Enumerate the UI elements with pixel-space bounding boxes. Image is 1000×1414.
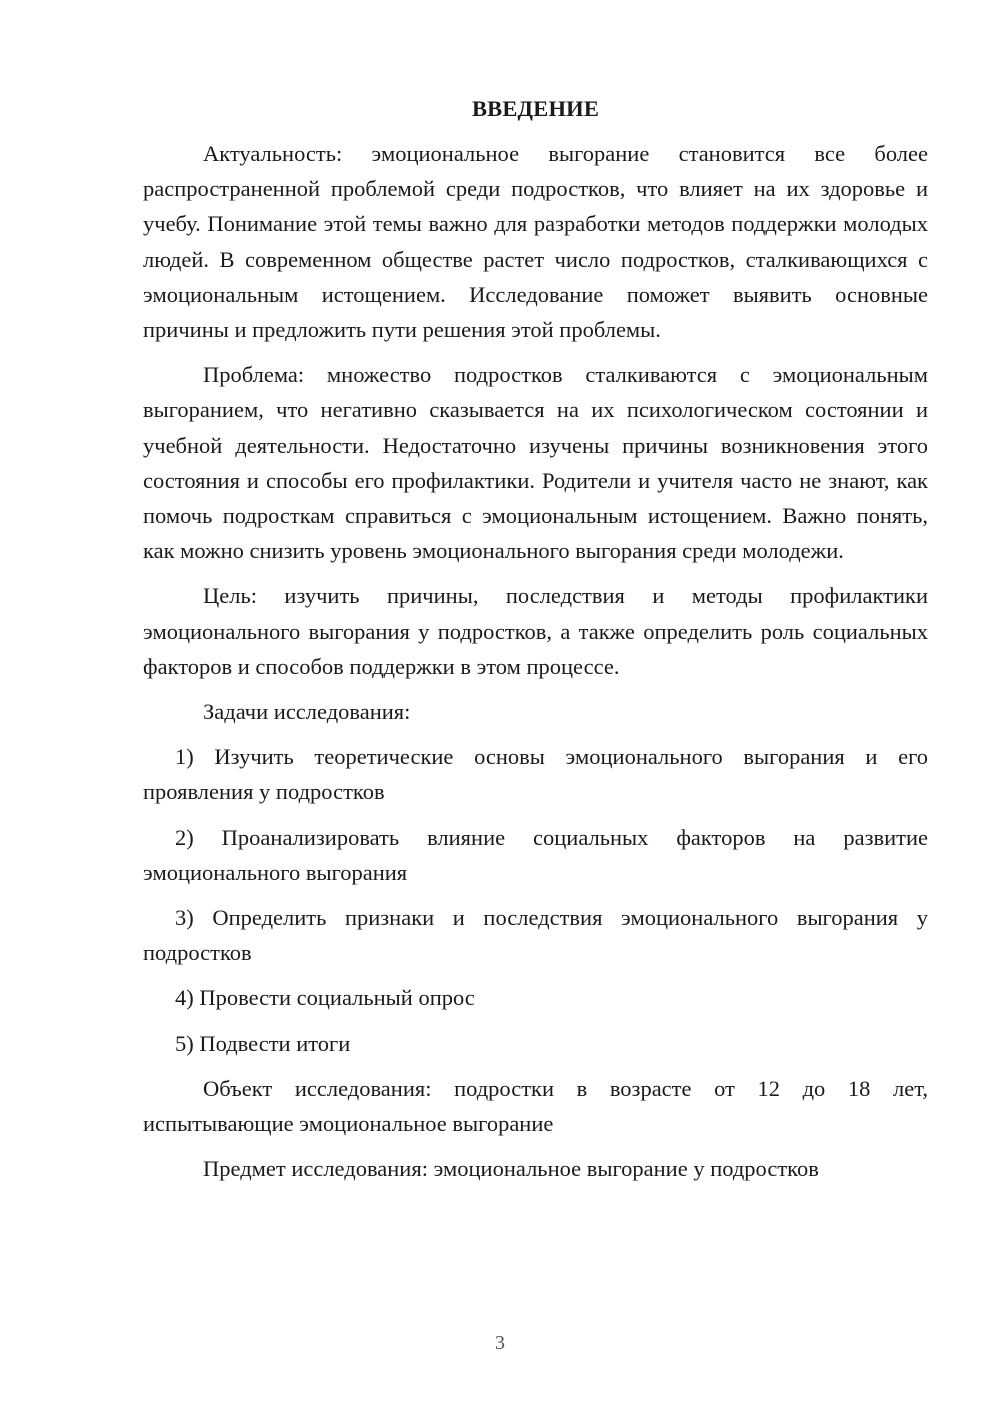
task-item-4: 4) Провести социальный опрос (175, 985, 475, 1011)
paragraph-object: Объект исследования: подростки в возрасте от 12 до 18 лет, испытывающие эмоциональное выгорание (143, 1075, 928, 1137)
task-item-3: 3) Определить признаки и последствия эмоционального выгорания у подростков (143, 905, 928, 966)
paragraph-subject: Предмет исследования: эмоциональное выгорание у подростков (203, 1156, 819, 1182)
task-item-2: 2) Проанализировать влияние социальных факторов на развитие эмоционального выгорания (143, 824, 928, 885)
page-number: 3 (495, 1332, 505, 1354)
page-title: ВВЕДЕНИЕ (471, 96, 600, 121)
document-page (143, 94, 928, 1196)
task-item-1: 1) Изучить теоретические основы эмоционального выгорания и его проявления у подростков (143, 744, 928, 805)
task-item-5: 5) Подвести итоги (175, 1030, 351, 1056)
tasks-heading: Задачи исследования: (203, 699, 411, 725)
paragraph-goal: Цель: изучить причины, последствия и методы профилактики эмоционального выгорания у подростков, а также определить роль социальных факторов и способов поддержки в этом процессе. (143, 583, 928, 679)
paragraph-relevance: Актуальность: эмоциональное выгорание становится все более распространенной проблемой среди подростков, что влияет на их здоровье и учебу. Понимание этой темы важно для разработки методов поддержки молодых людей. В современном обществе растет число подростков, сталкивающихся с эмоциональным истощением. Исследование поможет выявить основные причины и предложить пути решения этой проблемы. (143, 141, 928, 343)
paragraph-problem: Проблема: множество подростков сталкиваются с эмоциональным выгоранием, что негативно сказывается на их психологическом состоянии и учебной деятельности. Недостаточно изучены причины возникновения этого состояния и способы его профилактики. Родители и учителя часто не знают, как помочь подросткам справиться с эмоциональным истощением. Важно понять, как можно снизить уровень эмоционального выгорания среди молодежи. (143, 362, 928, 564)
